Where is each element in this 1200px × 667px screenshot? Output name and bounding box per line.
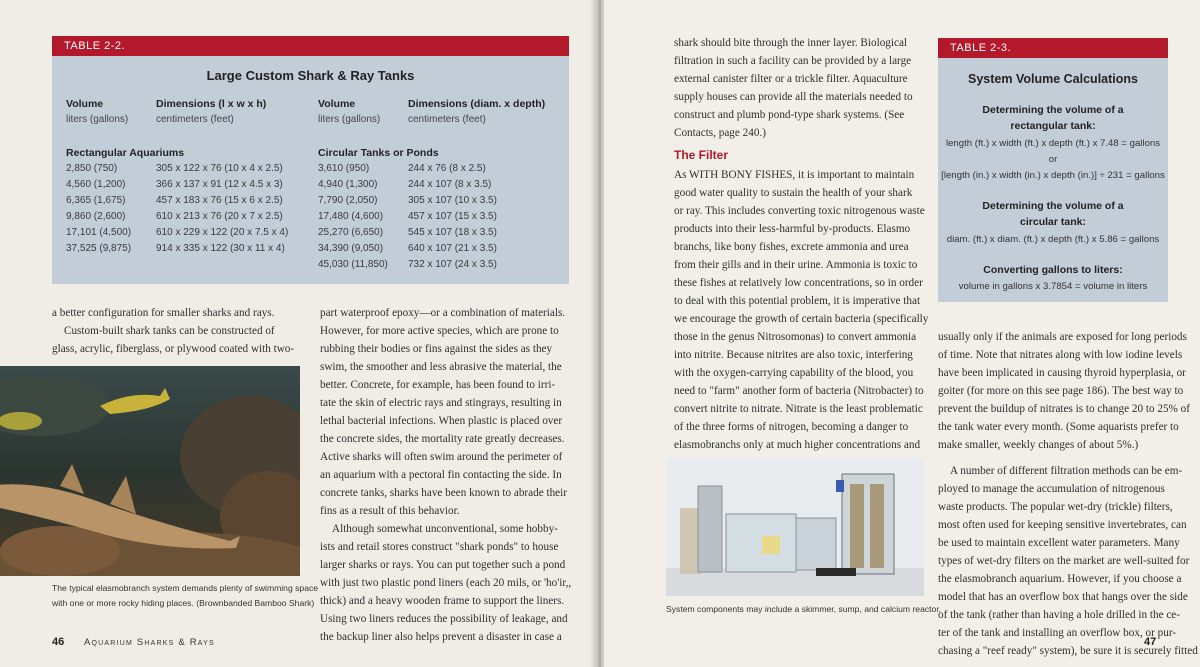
body-line: the backup liner also helps prevent a disaster in case a	[320, 631, 562, 643]
running-head: Aquarium Sharks & Rays	[84, 637, 215, 648]
body-line: A number of different filtration methods can be em-	[950, 465, 1183, 477]
body-line: Although somewhat unconventional, some hobby-	[332, 523, 558, 535]
table-cell: 457 x 107 (15 x 3.5)	[408, 211, 497, 222]
body-line: to deal with this potential problem, it is imperative that	[674, 295, 921, 307]
body-line: the concrete sides, the mortality rate greatly decreases.	[320, 433, 565, 445]
table-cell: 3,610 (950)	[318, 163, 370, 174]
table-cell: 640 x 107 (21 x 3.5)	[408, 243, 497, 254]
body-line: shark should bite through the inner layer. Biological	[674, 37, 908, 49]
table-2-2-title: Large Custom Shark & Ray Tanks	[206, 68, 415, 83]
table-2-3-box	[938, 38, 1168, 302]
body-line: chasing a "reef ready" system), be sure it is securely fitted	[938, 645, 1198, 657]
group-heading-circ: Circular Tanks or Ponds	[318, 147, 439, 159]
calc-formula: length (ft.) x width (ft.) x depth (ft.) x 7.48 = gallons	[945, 138, 1161, 149]
body-line: usually only if the animals are exposed for long periods	[938, 331, 1187, 343]
calc-heading: circular tank:	[1020, 216, 1086, 228]
col-header: Volume	[66, 98, 104, 110]
body-line: those in the genus Nitrosomonas) to convert ammonia	[674, 331, 917, 343]
table-cell: 37,525 (9,875)	[66, 243, 132, 254]
table-cell: 2,850 (750)	[66, 163, 118, 174]
body-line: make smaller, weekly changes of about 5%.)	[938, 439, 1139, 451]
photo-caption: with one or more rocky hiding places. (Brownbanded Bamboo Shark)	[52, 598, 315, 608]
col-header: Volume	[318, 98, 356, 110]
table-2-3-title: System Volume Calculations	[968, 72, 1138, 86]
col-unit: liters (gallons)	[318, 114, 381, 125]
body-line: glass, acrylic, fiberglass, or plywood coated with two-	[52, 343, 295, 355]
body-line: tate the skin of electric rays and stingrays, resulting in	[320, 397, 562, 409]
col-unit: liters (gallons)	[66, 114, 129, 125]
body-line: elasmobranchs only at much higher concentrations and	[674, 439, 921, 451]
col-header: Dimensions (diam. x depth)	[408, 98, 546, 110]
body-line: of the tank (rather than having a hole drilled in the ce-	[938, 609, 1180, 621]
table-2-2-tag: TABLE 2-2.	[52, 36, 569, 56]
body-line: However, for more active species, which are prone to	[320, 325, 559, 337]
body-line: Contacts, page 240.)	[674, 127, 766, 139]
body-line: external canister filter or a trickle filter. Aquaculture	[674, 73, 908, 85]
calc-heading: rectangular tank:	[1010, 120, 1096, 132]
body-line: of the three forms of nitrogen, becoming a danger to	[674, 421, 909, 433]
section-heading-filter: The Filter	[674, 148, 729, 162]
table-cell: 7,790 (2,050)	[318, 195, 378, 206]
body-line: with just two plastic pond liners (each 20 mils, or 'ho'ir,,	[320, 577, 572, 589]
table-cell: 914 x 335 x 122 (30 x 11 x 4)	[156, 243, 285, 254]
body-line: ter of the tank and installing an overflow box, or pur-	[938, 627, 1177, 639]
table-2-3-tag: TABLE 2-3.	[938, 38, 1168, 58]
body-line: model that has an overflow box that hangs over the side	[938, 591, 1188, 603]
body-line: the tank water every month. (Some aquarists prefer to	[938, 421, 1179, 433]
table-cell: 4,940 (1,300)	[318, 179, 378, 190]
body-line: part waterproof epoxy—or a combination of materials.	[320, 307, 566, 319]
body-line: most often used for keeping sensitive invertebrates, can	[938, 519, 1187, 531]
col-unit: centimeters (feet)	[408, 114, 486, 125]
body-line: need to "farm" another form of bacteria (Nitrobacter) to	[674, 385, 924, 397]
left-page	[0, 0, 596, 667]
table-cell: 545 x 107 (18 x 3.5)	[408, 227, 497, 238]
photo-caption: System components may include a skimmer, sump, and calcium reactor.	[666, 604, 942, 614]
body-line: supply houses can provide all the materials needed to	[674, 91, 913, 103]
body-line: better. Concrete, for example, has been found to irri-	[320, 379, 556, 391]
body-line: of time. Note that nitrates along with low iodine levels	[938, 349, 1183, 361]
group-heading-rect: Rectangular Aquariums	[66, 147, 185, 159]
body-line: the elasmobranch aquarium. However, if you choose a	[938, 573, 1182, 585]
body-line: branchs, like bony fishes, excrete ammonia and urea	[674, 241, 909, 253]
calc-formula: diam. (ft.) x diam. (ft.) x depth (ft.) x 5.86 = gallons	[946, 234, 1160, 245]
table-cell: 17,101 (4,500)	[66, 227, 132, 238]
table-cell: 610 x 213 x 76 (20 x 7 x 2.5)	[156, 211, 283, 222]
equipment-photo	[666, 458, 924, 596]
table-cell: 610 x 229 x 122 (20 x 7.5 x 4)	[156, 227, 289, 238]
table-cell: 305 x 107 (10 x 3.5)	[408, 195, 497, 206]
body-line: Using two liners reduces the possibility of leakage, and	[320, 613, 568, 625]
body-line: products into their less-harmful by-products. Elasmo	[674, 223, 911, 235]
body-line: As WITH BONY FISHES, it is important to maintain	[674, 169, 915, 181]
body-line: swim, the smoother and less abrasive the material, the	[320, 361, 562, 373]
body-line: be used to maintain excellent water parameters. Many	[938, 537, 1180, 549]
body-line: have been implicated in causing thyroid hyperplasia, or	[938, 367, 1186, 379]
shark-photo	[0, 366, 300, 576]
table-cell: 4,560 (1,200)	[66, 179, 126, 190]
body-line: types of wet-dry filters on the market are well-suited for	[938, 555, 1190, 567]
body-line: concrete tanks, sharks have been known to abrade their	[320, 487, 567, 499]
body-line: prevent the buildup of nitrates is to change 20 to 25% of	[938, 403, 1190, 415]
body-line: an aquarium with a pectoral fin contacting the side. In	[320, 469, 562, 481]
table-cell: 9,860 (2,600)	[66, 211, 126, 222]
body-line: ists and retail stores construct "shark ponds" to house	[320, 541, 559, 553]
calc-formula: volume in gallons x 3.7854 = volume in liters	[958, 281, 1148, 292]
photo-caption: The typical elasmobranch system demands plenty of swimming space	[52, 583, 319, 593]
table-cell: 366 x 137 x 91 (12 x 4.5 x 3)	[156, 179, 283, 190]
body-line: good water quality to sustain the health of your shark	[674, 187, 913, 199]
table-cell: 45,030 (11,850)	[318, 259, 388, 270]
body-line: convert nitrite to nitrate. Nitrate is the least problematic	[674, 403, 923, 415]
col-unit: centimeters (feet)	[156, 114, 234, 125]
table-cell: 244 x 107 (8 x 3.5)	[408, 179, 492, 190]
body-line: construct and plumb pond-type shark systems. (See	[674, 109, 905, 121]
table-2-2-box	[52, 40, 569, 284]
body-line: thick) and a heavy wooden frame to support the liners.	[320, 595, 565, 607]
calc-formula: [length (in.) x width (in.) x depth (in.)] ÷ 231 = gallons	[941, 170, 1165, 181]
right-page	[604, 0, 1200, 667]
table-cell: 17,480 (4,600)	[318, 211, 384, 222]
page-number: 46	[52, 636, 65, 648]
calc-or: or	[1048, 154, 1058, 165]
body-line: a better configuration for smaller sharks and rays.	[52, 307, 275, 319]
body-line: Custom-built shark tanks can be constructed of	[64, 325, 275, 337]
calc-heading: Determining the volume of a	[982, 200, 1124, 212]
body-line: into nitrite. Because nitrites are also toxic, interfering	[674, 349, 913, 361]
body-line: from their gills and in their urine. Ammonia is toxic to	[674, 259, 918, 271]
calc-heading: Converting gallons to liters:	[983, 264, 1123, 276]
body-line: waste products. The popular wet-dry (trickle) filters,	[938, 501, 1173, 513]
body-line: Active sharks will often swim around the perimeter of	[320, 451, 563, 463]
body-line: larger sharks or rays. You can put together such a pond	[320, 559, 566, 571]
body-line: ployed to manage the accumulation of nitrogenous	[938, 483, 1165, 495]
body-line: rubbing their bodies or fins against the sides as they	[320, 343, 553, 355]
table-cell: 732 x 107 (24 x 3.5)	[408, 259, 497, 270]
body-line: or ray. This includes converting toxic nitrogenous waste	[674, 205, 925, 217]
body-line: goiter (for more on this see page 186). The best way to	[938, 385, 1184, 397]
body-line: filtration in such a facility can be provided by a large	[674, 55, 912, 67]
table-cell: 34,390 (9,050)	[318, 243, 384, 254]
table-cell: 25,270 (6,650)	[318, 227, 384, 238]
page-number: 47	[1144, 636, 1157, 648]
table-cell: 244 x 76 (8 x 2.5)	[408, 163, 486, 174]
table-cell: 305 x 122 x 76 (10 x 4 x 2.5)	[156, 163, 283, 174]
body-line: we encourage the growth of certain bacteria (specifically	[674, 313, 929, 325]
body-line: fins as a result of this behavior.	[320, 505, 460, 517]
body-line: these fishes at relatively low concentrations, so in order	[674, 277, 923, 289]
table-cell: 457 x 183 x 76 (15 x 6 x 2.5)	[156, 195, 283, 206]
body-line: lethal bacterial infections. When plastic is placed over	[320, 415, 563, 427]
table-cell: 6,365 (1,675)	[66, 195, 126, 206]
calc-heading: Determining the volume of a	[982, 104, 1124, 116]
col-header: Dimensions (l x w x h)	[156, 98, 267, 110]
body-line: with the oxygen-carrying capability of the blood, you	[674, 367, 914, 379]
